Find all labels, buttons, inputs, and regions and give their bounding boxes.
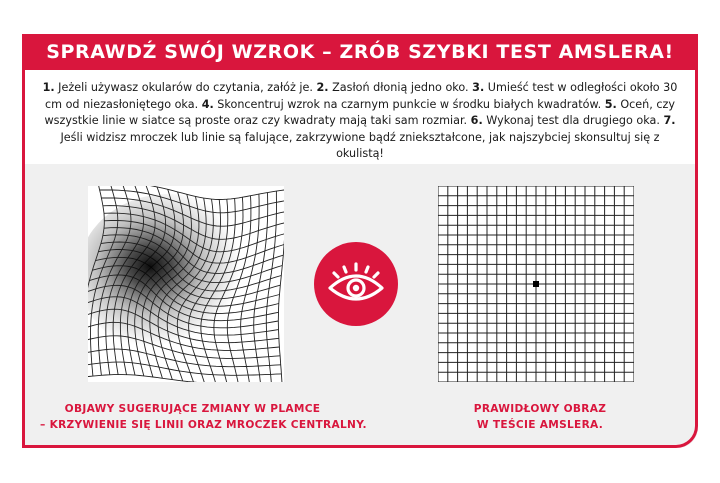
- step-text: Umieść test w odległości około 30 cm od niezasłoniętego oka.: [44, 81, 678, 111]
- step-2: [317, 81, 473, 94]
- step-text: Zasłoń dłonią jedno oko.: [328, 81, 473, 94]
- step-text: Skoncentruj wzrok na czarnym punkcie w środku białych kwadratów.: [213, 97, 605, 111]
- step-number: 7.: [663, 114, 676, 127]
- instructions-text: [40, 80, 680, 164]
- caption-line: – KRZYWIENIE SIĘ LINII ORAZ MROCZEK CENTRALNY.: [40, 419, 367, 431]
- step-text: Wykonaj test dla drugiego oka.: [482, 114, 664, 127]
- step-text: Oceń, czy wszystkie linie w siatce są proste oraz czy kwadraty mają taki sam rozmiar.: [44, 97, 676, 127]
- step-number: 5.: [604, 97, 617, 111]
- step-6: [471, 114, 664, 127]
- caption-line: PRAWIDŁOWY OBRAZ: [473, 403, 607, 415]
- normal-amsler-grid: [438, 186, 634, 382]
- pupil-highlight: [353, 285, 359, 291]
- step-number: 1.: [42, 81, 55, 94]
- step-number: 6.: [470, 114, 483, 127]
- caption-normal: [440, 401, 640, 433]
- badge-circle: [314, 242, 398, 326]
- step-number: 4.: [201, 97, 214, 111]
- caption-line: W TEŚCIE AMSLERA.: [476, 419, 604, 431]
- step-number: 3.: [472, 81, 485, 94]
- caption-line: OBJAWY SUGERUJĄCE ZMIANY W PLAMCE: [64, 403, 321, 415]
- distorted-amsler-grid: [88, 186, 284, 382]
- step-1: [43, 81, 317, 94]
- fixation-dot: [533, 281, 539, 287]
- page-title-text: SPRAWDŹ SWÓJ WZROK – ZRÓB SZYBKI TEST AMSLERA!: [46, 41, 674, 63]
- step-text: Jeżeli używasz okularów do czytania, załóż je.: [54, 81, 317, 94]
- eye-badge: [312, 240, 400, 328]
- caption-distorted: [40, 401, 367, 433]
- step-text: Jeśli widzisz mroczek lub linie są falujące, zakrzywione bądź zniekształcone, jak najszybciej skonsultuj się z okulistą!: [60, 130, 660, 160]
- page-title: [22, 34, 698, 70]
- step-number: 2.: [316, 81, 329, 94]
- step-4: [202, 98, 605, 111]
